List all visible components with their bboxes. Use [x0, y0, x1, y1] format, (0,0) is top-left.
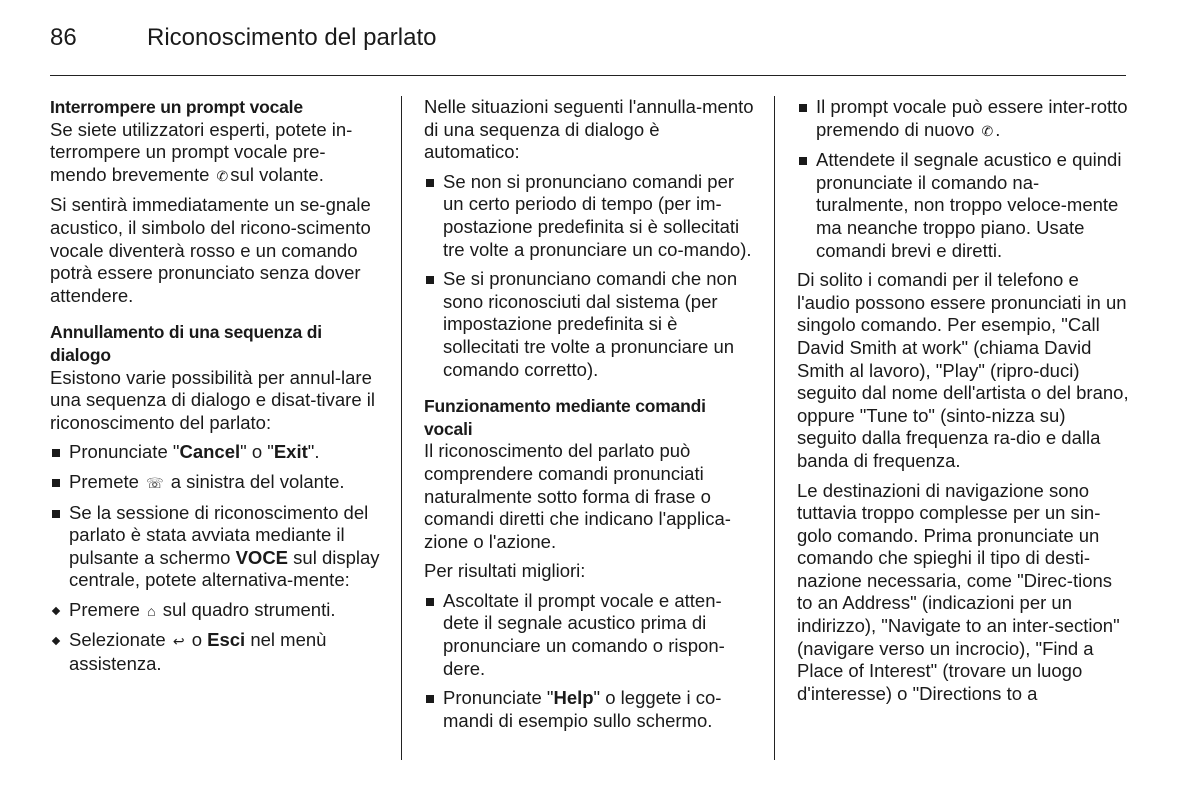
bullet-list	[424, 590, 754, 733]
paragraph: Esistono varie possibilità per annul-lare una sequenza di dialogo e disat-tivare il riconoscimento del parlato:	[50, 366, 375, 433]
list-item: Se non si pronunciano comandi per un certo periodo di tempo (per im-postazione predefinita si è sollecitati tre volte a pronunciare un co-mando).	[424, 171, 754, 261]
voice-icon: ✆	[981, 122, 994, 139]
paragraph: Il riconoscimento del parlato può comprendere comandi pronunciati naturalmente sotto forma di frase o comandi diretti che indicano l'applica-zione o l'azione.	[424, 440, 731, 552]
section-heading-voice-commands: Funzionamento mediante comandi vocali	[424, 396, 706, 439]
list-item: Premete ☏ a sinistra del volante.	[50, 471, 382, 495]
back-arrow-icon: ↩	[172, 633, 185, 650]
list-item: Attendete il segnale acustico e quindi pronunciate il comando na-turalmente, non troppo veloce-mente ma neanche troppo piano. Usate comandi brevi e diretti.	[797, 149, 1129, 262]
paragraph: Di solito i comandi per il telefono e l'audio possono essere pronunciati in un singolo comando. Per esempio, "Call David Smith at work" (chiama David Smith al lavoro), "Play" (ripro-duci) seguito dal nome dell'artista o del brano, oppure "Tune to" (sinto-nizza su) seguito dalla frequenza ra-dio e dalla banda di frequenza.	[797, 269, 1129, 471]
bullet-list	[424, 171, 754, 381]
paragraph: Per risultati migliori:	[424, 560, 586, 582]
list-item: Se la sessione di riconoscimento del parlato è stata avviata mediante il pulsante a schermo VOCE sul display centrale, potete alternativa-mente:	[50, 502, 382, 592]
list-item: Selezionate ↩ o Esci nel menù assistenza.	[50, 629, 382, 675]
bullet-list	[50, 441, 382, 592]
voice-icon: ✆	[216, 167, 229, 184]
paragraph: Se siete utilizzatori esperti, potete in-terrompere un prompt vocale pre-mendo brevemente ✆ sul volante.	[50, 119, 382, 188]
section-heading-interrupt: Interrompere un prompt vocale	[50, 97, 303, 117]
paragraph: Si sentirà immediatamente un se-gnale acustico, il simbolo del ricono-scimento vocale diventerà rosso e un comando potrà essere pronunciato senza dover attendere.	[50, 194, 371, 306]
list-item: Pronunciate "Help" o leggete i co-mandi di esempio sullo schermo.	[424, 687, 754, 732]
list-item: Se si pronunciano comandi che non sono riconosciuti dal sistema (per impostazione predefinita si è sollecitati tre volte a pronunciare un comando corretto).	[424, 268, 754, 381]
home-icon: ⌂	[147, 602, 156, 619]
bullet-list	[797, 96, 1129, 262]
paragraph: Nelle situazioni seguenti l'annulla-mento di una sequenza di dialogo è automatico:	[424, 96, 754, 163]
list-item: Premere ⌂ sul quadro strumenti.	[50, 599, 382, 623]
header-divider	[50, 75, 1126, 76]
list-item: Ascoltate il prompt vocale e atten-dete il segnale acustico prima di pronunciare un comando o rispon-dere.	[424, 590, 754, 680]
list-item: Il prompt vocale può essere inter-rotto premendo di nuovo ✆ .	[797, 96, 1129, 142]
page-title: Riconoscimento del parlato	[147, 24, 437, 51]
paragraph: Le destinazioni di navigazione sono tuttavia troppo complesse per un sin-golo comando. Prima pronunciate un comando che spieghi il tipo di desti-nazione necessaria, come "Direc-tions to an Address" (indicazioni per un indirizzo), "Navigate to an inter-section" (navigare verso un incrocio), "Find a Place of Interest" (trovare un luogo d'interesse) o "Directions to a	[797, 479, 1120, 704]
sub-bullet-list	[50, 599, 382, 676]
column-divider-2	[774, 96, 775, 760]
phone-end-icon: ☏	[146, 474, 164, 491]
column-divider-1	[401, 96, 402, 760]
column-3	[797, 96, 1129, 712]
column-2	[424, 96, 754, 739]
section-heading-cancel: Annullamento di una sequenza di dialogo	[50, 322, 322, 365]
page-number: 86	[50, 24, 77, 51]
column-1	[50, 96, 382, 683]
list-item: Pronunciate "Cancel" o "Exit".	[50, 441, 382, 464]
